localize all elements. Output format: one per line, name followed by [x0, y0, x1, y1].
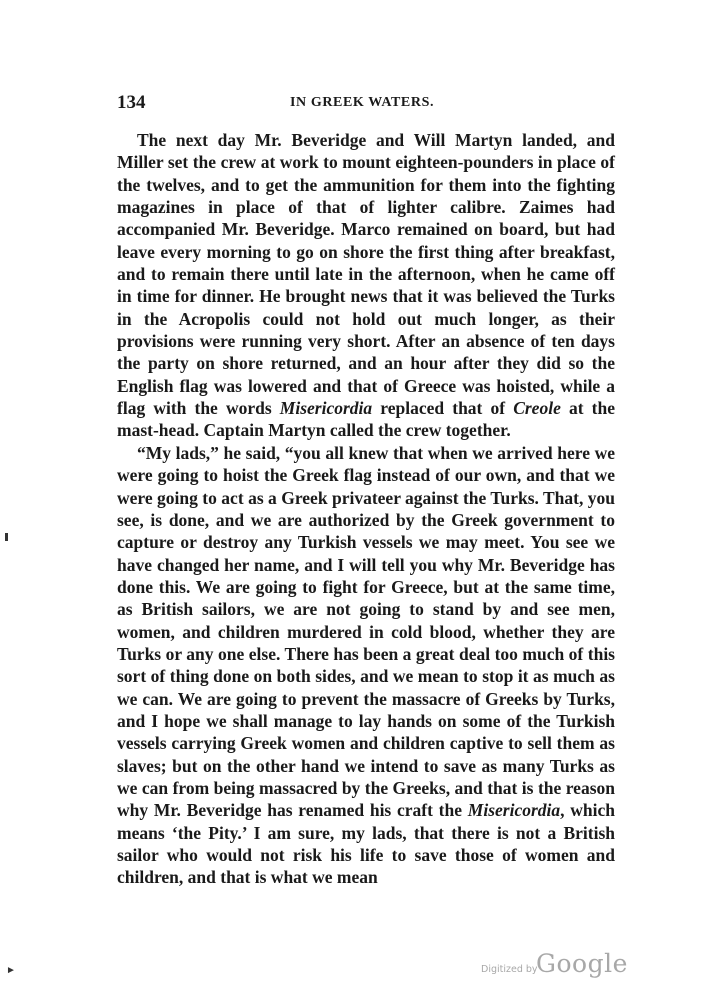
paragraph	[117, 442, 615, 889]
italic-ship-name: Misericordia	[467, 800, 561, 821]
digitization-watermark	[481, 951, 631, 981]
watermark-prefix: Digitized by	[481, 964, 538, 975]
italic-ship-name: Creole	[513, 398, 561, 419]
paragraph	[117, 129, 615, 442]
body-text	[117, 129, 615, 889]
italic-ship-name: Misericordia	[279, 398, 373, 419]
page-number: 134	[117, 92, 146, 113]
text-run: replaced that of	[372, 398, 514, 419]
text-run: at the mast-head. Captain Martyn called the crew together.	[117, 398, 615, 441]
running-title: IN GREEK WATERS.	[290, 95, 435, 110]
margin-mark	[5, 533, 8, 541]
text-run: “My lads,” he said, “you all knew that when we arrived here we were going to hoist the Greek flag instead of our own, and that we were going to act as a Greek privateer against the Turks. That, you see, is done, and we are authorized by the Greek government to capture or destroy any Turkish vessels we may meet. You see we have changed her name, and I will tell you why Mr. Beveridge has done this. We are going to fight for Greece, but at the same time, as British sailors, we are not going to stand by and see men, women, and children murdered in cold blood, whether they are Turks or any one else. There has been a great deal too much of this sort of thing done on both sides, and we mean to stop it as much as we can. We are going to prevent the massacre of Greeks by Turks, and I hope we shall manage to lay hands on some of the Turkish vessels carrying Greek women and children captive to sell them as slaves; but on the other hand we intend to save as many Turks as we can from being massacred by the Greeks, and that is the reason why Mr. Beveridge has renamed his craft the	[117, 442, 615, 821]
corner-arrow-icon: ►	[6, 965, 16, 976]
text-run: , which means ‘the Pity.’ I am sure, my lads, that there is not a British sailor who would not risk his life to save those of women and children, and that is what we mean	[117, 800, 615, 888]
page-header	[117, 92, 617, 116]
google-logo: Google	[536, 949, 628, 978]
text-run: The next day Mr. Beveridge and Will Martyn landed, and Miller set the crew at work to mount eighteen-pounders in place of the twelves, and to get the ammunition for them into the fighting magazines in place of that of lighter calibre. Zaimes had accompanied Mr. Beveridge. Marco remained on board, but had leave every morning to go on shore the first thing after breakfast, and to remain there until late in the afternoon, when he came off in time for dinner. He brought news that it was believed the Turks in the Acropolis could not hold out much longer, as their provisions were running very short. After an absence of ten days the party on shore returned, and an hour after they did so the English flag was lowered and that of Greece was hoisted, while a flag with the words	[117, 130, 615, 419]
